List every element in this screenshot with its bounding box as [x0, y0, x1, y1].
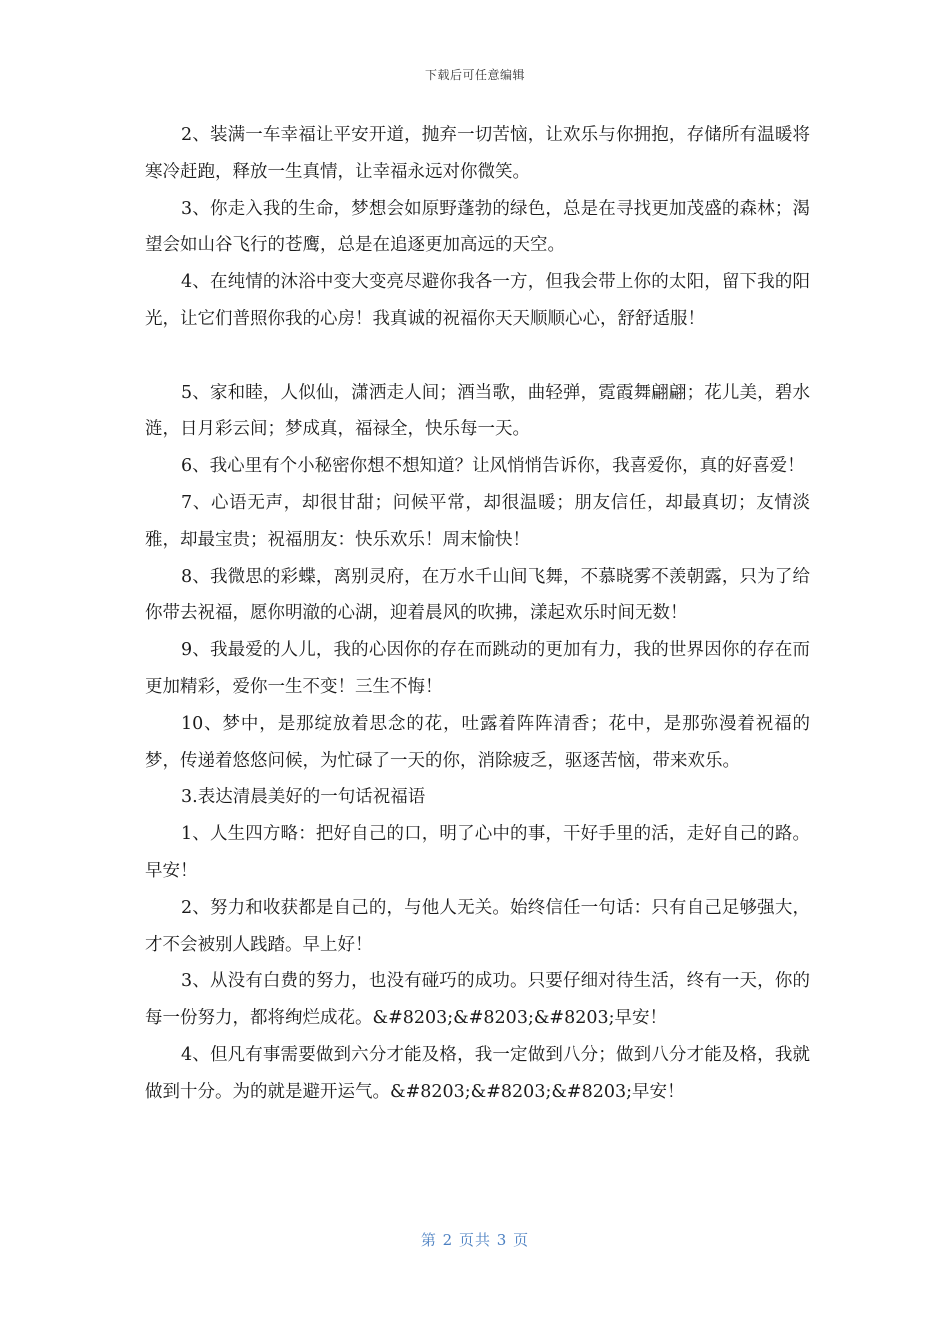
- paragraph-wish-6: 6、我心里有个小秘密你想不想知道？让风悄悄告诉你，我喜爱你，真的好喜爱！: [181, 456, 805, 477]
- paragraph-wish-3: 3、你走入我的生命，梦想会如原野蓬勃的绿色，总是在寻找更加茂盛的森林；渴望会如山谷飞行的苍鹰，总是在追逐更加高远的天空。: [145, 198, 810, 256]
- paragraph-wish-7: 7、心语无声，却很甘甜；问候平常，却很温暖；朋友信任，却最真切；友情淡雅，却最宝贵；祝福朋友：快乐欢乐！周末愉快！: [145, 492, 810, 550]
- paragraph-wish-10: 10、梦中，是那绽放着思念的花，吐露着阵阵清香；花中，是那弥漫着祝福的梦，传递着悠悠问候，为忙碌了一天的你，消除疲乏，驱逐苦恼，带来欢乐。: [145, 713, 810, 771]
- blank-line: [145, 338, 810, 375]
- section-heading: 3.表达清晨美好的一句话祝福语: [181, 787, 426, 808]
- paragraph-morning-1: 1、人生四方略：把好自己的口，明了心中的事，干好手里的活，走好自己的路。早安！: [145, 824, 810, 881]
- paragraph-morning-2: 2、努力和收获都是自己的，与他人无关。始终信任一句话：只有自己足够强大，才不会被别人践踏。早上好！: [145, 897, 810, 955]
- paragraph-wish-8: 8、我微思的彩蝶，离别灵府，在万水千山间飞舞，不慕晓雾不羡朝露，只为了给你带去祝福，愿你明澈的心湖，迎着晨风的吹拂，漾起欢乐时间无数！: [145, 566, 810, 624]
- paragraph-wish-4: 4、在纯情的沐浴中变大变亮尽避你我各一方，但我会带上你的太阳，留下我的阳光，让它们普照你我的心房！我真诚的祝福你天天顺顺心心，舒舒适服！: [145, 272, 810, 329]
- page-header-note: 下载后可任意编辑: [424, 68, 525, 82]
- document-body: [145, 117, 810, 1111]
- paragraph-wish-2: 2、装满一车幸福让平安开道，抛弃一切苦恼，让欢乐与你拥抱，存储所有温暖将寒冷赶跑，释放一生真情，让幸福永远对你微笑。: [145, 125, 810, 182]
- paragraph-morning-4: 4、但凡有事需要做到六分才能及格，我一定做到八分；做到八分才能及格，我就做到十分。为的就是避开运气。&#8203;&#8203;&#8203;早安！: [145, 1044, 810, 1102]
- paragraph-morning-3: 3、从没有白费的努力，也没有碰巧的成功。只要仔细对待生活，终有一天，你的每一份努力，都将绚烂成花。&#8203;&#8203;&#8203;早安！: [145, 971, 810, 1029]
- paragraph-wish-9: 9、我最爱的人儿，我的心因你的存在而跳动的更加有力，我的世界因你的存在而更加精彩，爱你一生不变！三生不悔！: [145, 640, 810, 697]
- page-number-footer: 第 2 页共 3 页: [420, 1231, 530, 1249]
- paragraph-wish-5: 5、家和睦，人似仙，潇洒走人间；酒当歌，曲轻弹，霓霞舞翩翩；花儿美，碧水涟，日月彩云间；梦成真，福禄全，快乐每一天。: [145, 382, 810, 440]
